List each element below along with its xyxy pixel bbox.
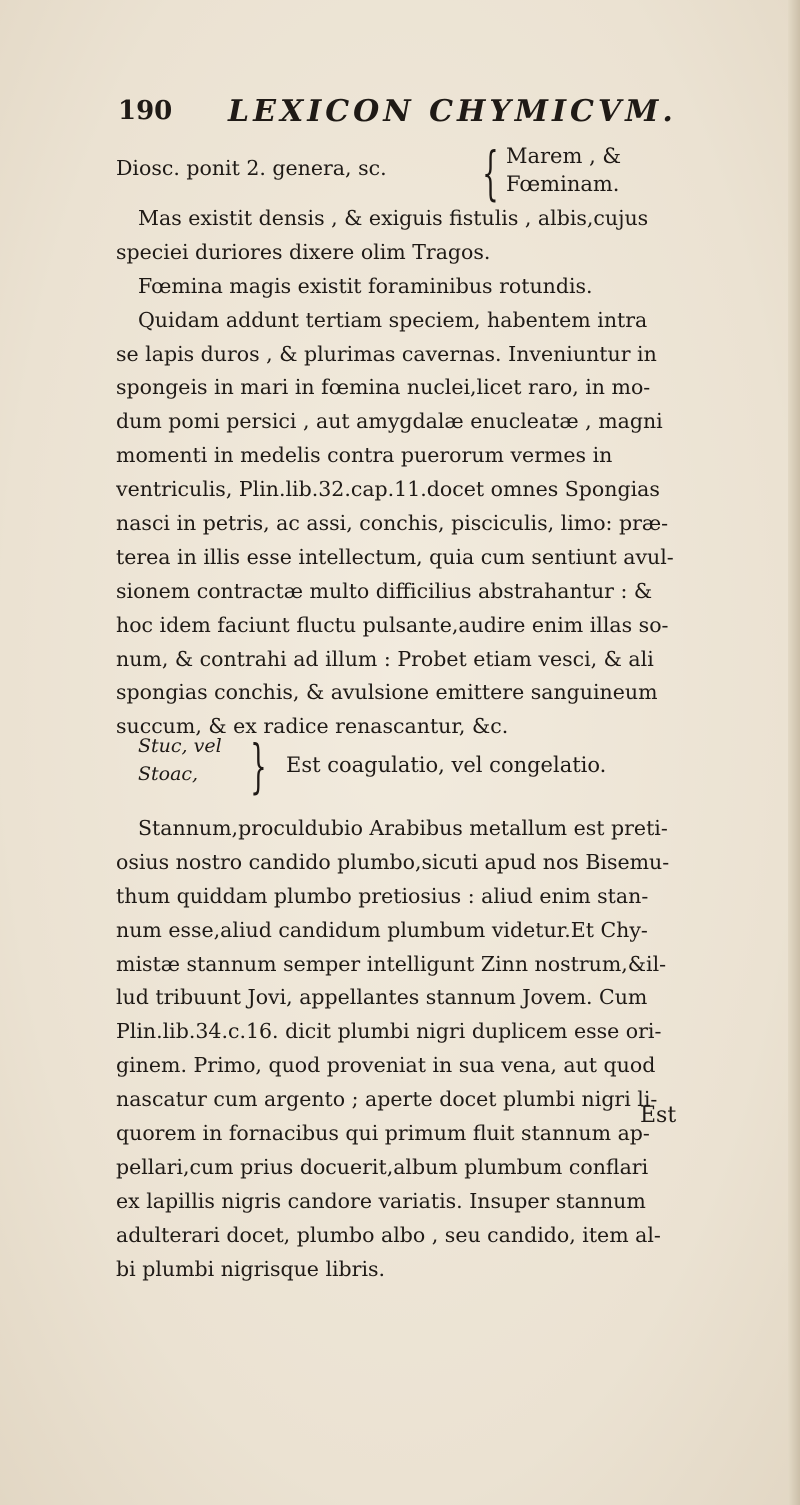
text-line: nasci in petris, ac assi, conchis, pisciculis, limo: præ- bbox=[116, 511, 669, 536]
text-line: momenti in medelis contra puerorum vermes in bbox=[116, 443, 613, 468]
brace-entry-definition: Est coagulatio, vel congelatio. bbox=[286, 753, 607, 777]
text-line: osius nostro candido plumbo,sicuti apud nos Bisemu- bbox=[116, 849, 670, 874]
text-line: spongias conchis, & avulsione emittere sanguineum bbox=[116, 680, 658, 705]
text-line: lud tribuunt Jovi, appellantes stannum Jovem. Cum bbox=[116, 985, 648, 1010]
text-line: adulterari docet, plumbo albo , seu candido, item al- bbox=[116, 1222, 661, 1247]
page-edge bbox=[788, 0, 800, 1505]
text-line: ex lapillis nigris candore variatis. Insuper stannum bbox=[116, 1188, 646, 1213]
brace-entry-stuc bbox=[116, 732, 688, 805]
text-line: ventriculis, Plin.lib.32.cap.11.docet omnes Spongias bbox=[116, 477, 660, 502]
text-line: dum pomi persici , aut amygdalæ enucleatæ , magni bbox=[116, 409, 663, 434]
text-line: mistæ stannum semper intelligunt Zinn nostrum,&il- bbox=[116, 951, 667, 976]
text-line: quorem in fornacibus qui primum fluit stannum ap- bbox=[116, 1121, 650, 1146]
text-line: Fœmina magis existit foraminibus rotundis. bbox=[138, 273, 593, 298]
text-line: hoc idem faciunt fluctu pulsante,audire enim illas so- bbox=[116, 612, 669, 637]
brace-entry-value-2: Fœminam. bbox=[506, 172, 620, 196]
catchword: Est bbox=[640, 1103, 677, 1128]
text-line: speciei duriores dixere olim Tragos. bbox=[116, 239, 491, 264]
text-block-1 bbox=[116, 202, 688, 744]
text-block-2 bbox=[116, 812, 688, 1286]
text-line: nascatur cum argento ; aperte docet plumbi nigri li- bbox=[116, 1087, 658, 1112]
text-line: succum, & ex radice renascantur, &c. bbox=[116, 714, 509, 739]
text-line: ginem. Primo, quod proveniat in sua vena, aut quod bbox=[116, 1053, 656, 1078]
text-line: thum quiddam plumbo pretiosius : aliud enim stan- bbox=[116, 883, 649, 908]
text-line: pellari,cum prius docuerit,album plumbum conflari bbox=[116, 1154, 649, 1179]
brace-entry-value-1: Marem , & bbox=[506, 144, 622, 168]
text-line: spongeis in mari in fœmina nuclei,licet raro, in mo- bbox=[116, 375, 651, 400]
text-line: terea in illis esse intellectum, quia cum sentiunt avul- bbox=[116, 544, 674, 569]
text-line: num esse,aliud candidum plumbum videtur.Et Chy- bbox=[116, 917, 648, 942]
text-line: Quidam addunt tertiam speciem, habentem intra bbox=[138, 307, 648, 332]
text-line: bi plumbi nigrisque libris. bbox=[116, 1256, 386, 1281]
brace-entry-label-2: Stoac, bbox=[138, 763, 199, 785]
text-line: num, & contrahi ad illum : Probet etiam vesci, & ali bbox=[116, 646, 654, 671]
text-line: Mas existit densis , & exiguis fistulis , albis,cujus bbox=[138, 206, 649, 230]
page-number: 190 bbox=[118, 96, 173, 126]
brace-mark: { bbox=[482, 139, 499, 207]
text-line: Plin.lib.34.c.16. dicit plumbi nigri duplicem esse ori- bbox=[116, 1019, 662, 1044]
brace-entry-label-1: Stuc, vel bbox=[138, 735, 222, 757]
text-line: sionem contractæ multo difficilius abstrahantur : & bbox=[116, 578, 653, 603]
running-head bbox=[118, 90, 718, 130]
brace-entry-label: Diosc. ponit 2. genera, sc. bbox=[116, 156, 387, 180]
running-title: LEXICON CHYMICVM. bbox=[228, 94, 677, 129]
text-line: se lapis duros , & plurimas cavernas. Inveniuntur in bbox=[116, 341, 657, 366]
brace-mark: } bbox=[250, 732, 267, 800]
text-line: Stannum,proculdubio Arabibus metallum est preti- bbox=[138, 816, 668, 840]
